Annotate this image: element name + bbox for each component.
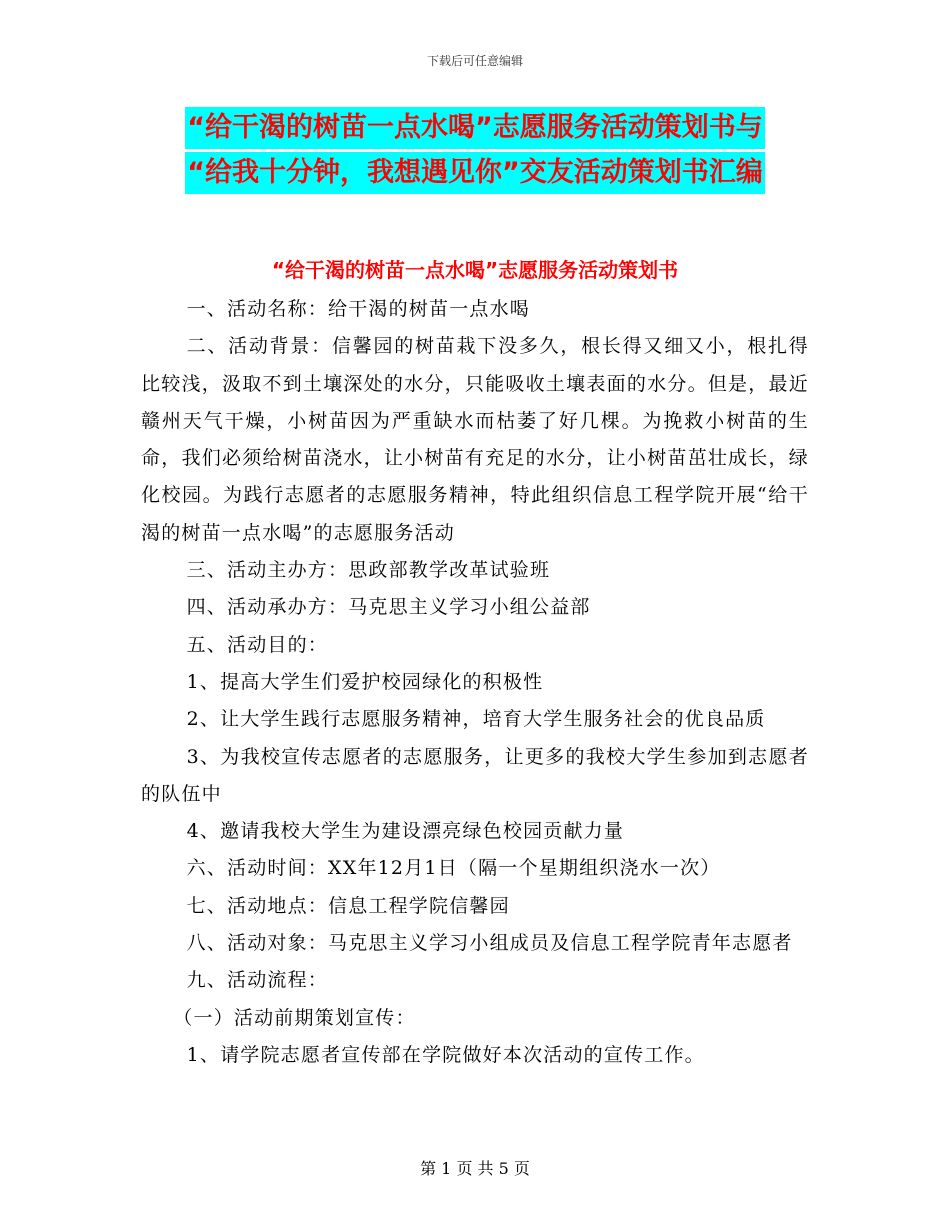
section-title: “给干渴的树苗一点水喝”志愿服务活动策划书	[271, 258, 679, 282]
header-note: 下载后可任意编辑	[426, 54, 523, 68]
paragraph-process-step-1: （一）活动前期策划宣传：	[173, 1006, 416, 1029]
document-body	[141, 291, 809, 1074]
main-title-line-1-text: “给干渴的树苗一点水喝”志愿服务活动策划书与	[185, 107, 765, 149]
paragraph-activity-time: 六、活动时间：XX年12月1日（隔一个星期组织浇水一次）	[186, 857, 721, 880]
paragraph-activity-process: 九、活动流程：	[186, 969, 328, 992]
paragraph-purpose-3: 3、为我校宣传志愿者的志愿服务，让更多的我校大学生参加到志愿者的队伍中	[141, 745, 809, 805]
paragraph-purpose-2: 2、让大学生践行志愿服务精神，培育大学生服务社会的优良品质	[186, 708, 766, 731]
paragraph-organizer: 三、活动主办方：思政部教学改革试验班	[186, 559, 551, 582]
paragraph-purpose-heading: 五、活动目的：	[186, 633, 328, 656]
paragraph-undertaker: 四、活动承办方：马克思主义学习小组公益部	[186, 596, 591, 619]
paragraph-activity-target: 八、活动对象：马克思主义学习小组成员及信息工程学院青年志愿者	[186, 932, 793, 955]
paragraph-purpose-4: 4、邀请我校大学生为建设漂亮绿色校园贡献力量	[186, 820, 625, 843]
paragraph-activity-background: 二、活动背景：信馨园的树苗栽下没多久，根长得又细又小，根扎得比较浅，汲取不到土壤深处的水分，只能吸收土壤表面的水分。但是，最近赣州天气干燥，小树苗因为严重缺水而枯萎了好几棵。为挽救小树苗的生命，我们必须给树苗浇水，让小树苗有充足的水分，让小树苗茁壮成长，绿化校园。为践行志愿者的志愿服务精神，特此组织信息工程学院开展“给干渴的树苗一点水喝”的志愿服务活动	[141, 335, 809, 544]
paragraph-activity-name: 一、活动名称：给干渴的树苗一点水喝	[186, 298, 530, 320]
main-title-line-2	[0, 159, 950, 186]
main-title-line-2-text: “给我十分钟，我想遇见你”交友活动策划书汇编	[185, 152, 765, 194]
main-title-line-1	[0, 114, 950, 141]
paragraph-activity-location: 七、活动地点：信息工程学院信馨园	[186, 894, 510, 917]
page-footer: 第 1 页 共 5 页	[420, 1159, 530, 1178]
paragraph-purpose-1: 1、提高大学生们爱护校园绿化的积极性	[186, 670, 544, 693]
paragraph-process-step-1-item-1: 1、请学院志愿者宣传部在学院做好本次活动的宣传工作。	[186, 1043, 705, 1066]
